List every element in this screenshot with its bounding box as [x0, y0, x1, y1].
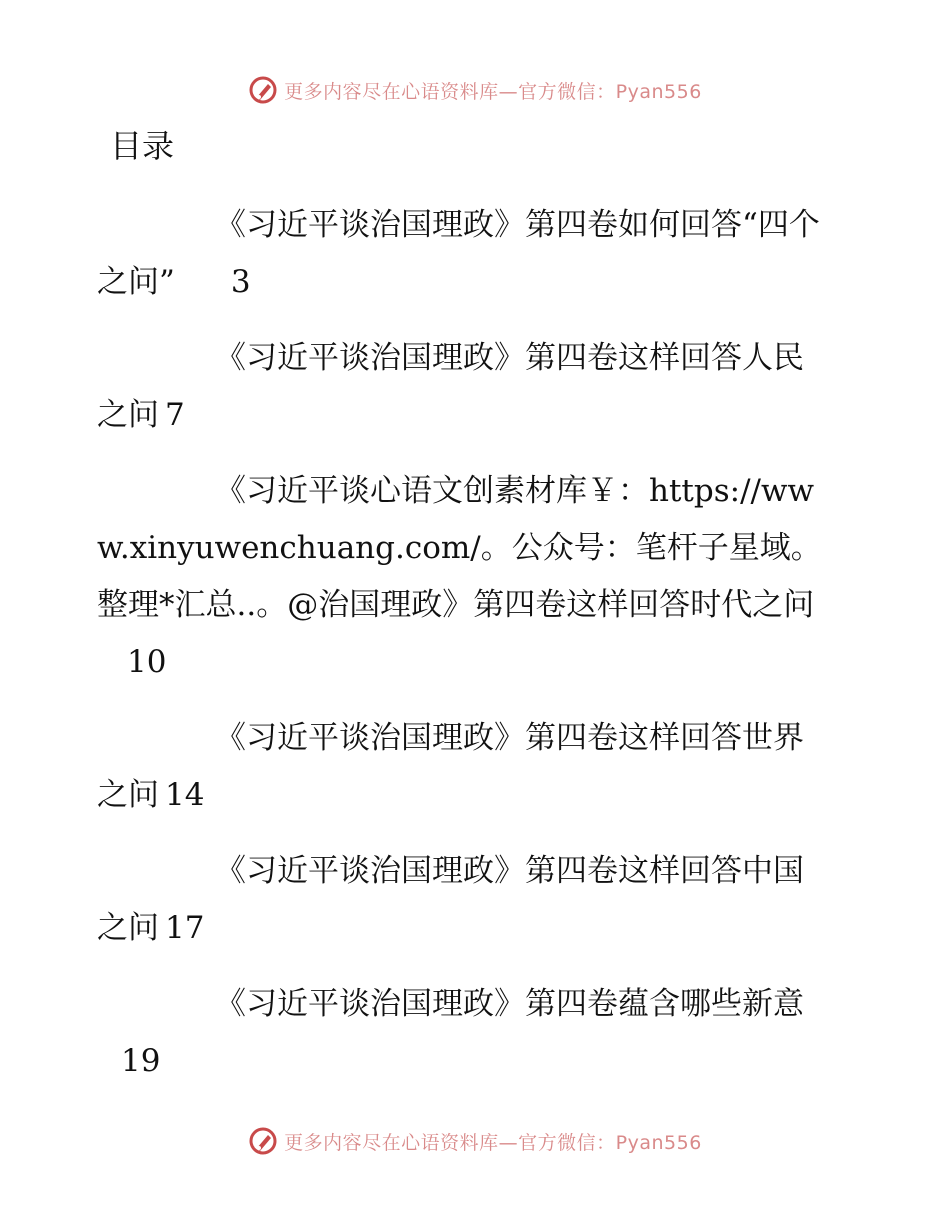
toc-entry-title: 《习近平谈治国理政》第四卷这样回答人民之问: [97, 340, 804, 433]
toc-entry[interactable]: [97, 976, 832, 1090]
toc-entry[interactable]: [97, 710, 832, 824]
toc-entry[interactable]: [97, 197, 832, 311]
toc-entry-page: 10: [127, 644, 167, 680]
toc-entry[interactable]: [97, 463, 832, 691]
toc-entry-page: 17: [165, 910, 205, 946]
toc-entry-page: 7: [165, 397, 185, 433]
toc-entry-page: 19: [121, 1043, 161, 1079]
toc-entry-title: 《习近平谈治国理政》第四卷这样回答世界之问: [97, 720, 804, 813]
toc-entry-title: 《习近平谈治国理政》第四卷如何回答“四个之问”: [97, 207, 820, 300]
watermark-text: 更多内容尽在心语资料库—官方微信：Pyan556: [284, 80, 702, 103]
table-of-contents: [97, 197, 832, 1109]
header-watermark: [0, 70, 950, 110]
watermark-text: 更多内容尽在心语资料库—官方微信：Pyan556: [284, 1131, 702, 1154]
toc-entry[interactable]: [97, 330, 832, 444]
toc-entry-title: 《习近平谈心语文创素材库￥：https://www.xinyuwenchuang.com/。公众号：笔杆子星域。整理*汇总..。@治国理政》第四卷这样回答时代之问: [97, 473, 822, 623]
footer-watermark: [0, 1121, 950, 1161]
pen-logo-icon: [248, 75, 278, 105]
pen-logo-icon: [248, 1126, 278, 1156]
toc-entry-page: 3: [230, 264, 251, 300]
toc-entry-title: 《习近平谈治国理政》第四卷这样回答中国之问: [97, 853, 804, 946]
toc-entry-title: 《习近平谈治国理政》第四卷蕴含哪些新意: [215, 986, 804, 1022]
toc-heading: 目录: [110, 127, 175, 165]
toc-entry[interactable]: [97, 843, 832, 957]
toc-entry-page: 14: [165, 777, 205, 813]
